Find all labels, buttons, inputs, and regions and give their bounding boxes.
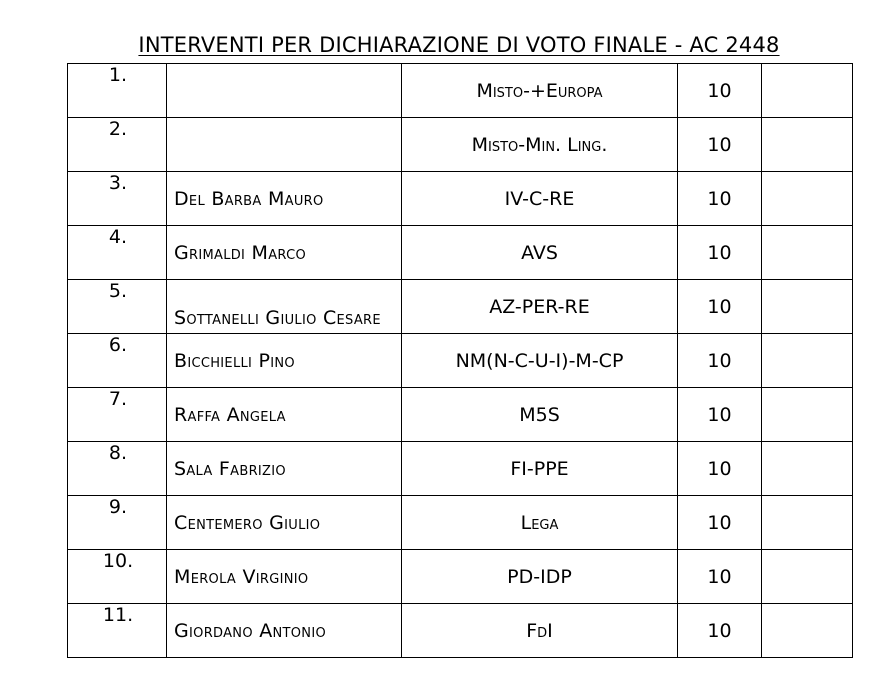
speaking-time: 10	[678, 64, 762, 118]
speaker-name: Sottanelli Giulio Cesare	[167, 280, 402, 334]
speaking-time: 10	[678, 550, 762, 604]
parliamentary-group: PD-IDP	[402, 550, 678, 604]
speaker-name: Raffa Angela	[167, 388, 402, 442]
row-number-cell	[68, 280, 167, 334]
document-title: INTERVENTI PER DICHIARAZIONE DI VOTO FINALE - AC 2448	[138, 33, 780, 57]
parliamentary-group: Misto-Min. Ling.	[402, 118, 678, 172]
row-number-cell	[68, 118, 167, 172]
parliamentary-group: AVS	[402, 226, 678, 280]
row-number-cell	[68, 604, 167, 658]
row-number-cell	[68, 226, 167, 280]
parliamentary-group: NM(N-C-U-I)-M-CP	[402, 334, 678, 388]
parliamentary-group: FdI	[402, 604, 678, 658]
speaking-time: 10	[678, 496, 762, 550]
row-number: 2.	[108, 118, 128, 140]
empty-cell	[762, 550, 853, 604]
speaker-name: Bicchielli Pino	[167, 334, 402, 388]
speaking-time: 10	[678, 172, 762, 226]
row-number: 3.	[108, 172, 128, 194]
empty-cell	[762, 172, 853, 226]
speaker-name: Merola Virginio	[167, 550, 402, 604]
row-number: 1.	[108, 64, 128, 86]
row-number-cell	[68, 550, 167, 604]
speaker-name: Sala Fabrizio	[167, 442, 402, 496]
row-number: 9.	[108, 496, 128, 518]
row-number-cell	[68, 334, 167, 388]
table-row	[68, 226, 853, 280]
parliamentary-group: FI-PPE	[402, 442, 678, 496]
parliamentary-group: Lega	[402, 496, 678, 550]
empty-cell	[762, 226, 853, 280]
row-number: 4.	[108, 226, 128, 248]
row-number-cell	[68, 172, 167, 226]
speakers-table	[67, 63, 853, 658]
speaker-name: Centemero Giulio	[167, 496, 402, 550]
row-number-cell	[68, 442, 167, 496]
empty-cell	[762, 334, 853, 388]
parliamentary-group: M5S	[402, 388, 678, 442]
empty-cell	[762, 280, 853, 334]
table-row	[68, 388, 853, 442]
row-number: 6.	[108, 334, 128, 356]
table-row	[68, 334, 853, 388]
speaking-time: 10	[678, 442, 762, 496]
row-number: 11.	[102, 604, 134, 626]
table-row	[68, 64, 853, 118]
speaking-time: 10	[678, 118, 762, 172]
table-row	[68, 604, 853, 658]
empty-cell	[762, 388, 853, 442]
speaking-time: 10	[678, 226, 762, 280]
table-row	[68, 496, 853, 550]
table-row	[68, 118, 853, 172]
speaking-time: 10	[678, 280, 762, 334]
row-number-cell	[68, 388, 167, 442]
speakers-table-body	[68, 64, 853, 658]
empty-cell	[762, 442, 853, 496]
speaking-time: 10	[678, 334, 762, 388]
parliamentary-group: IV-C-RE	[402, 172, 678, 226]
row-number: 8.	[108, 442, 128, 464]
speaker-name	[167, 64, 402, 118]
speaking-time: 10	[678, 604, 762, 658]
speaker-name	[167, 118, 402, 172]
row-number-cell	[68, 64, 167, 118]
empty-cell	[762, 604, 853, 658]
empty-cell	[762, 496, 853, 550]
speaker-name: Giordano Antonio	[167, 604, 402, 658]
row-number: 7.	[108, 388, 128, 410]
parliamentary-group: Misto-+Europa	[402, 64, 678, 118]
table-row	[68, 442, 853, 496]
speaker-name: Del Barba Mauro	[167, 172, 402, 226]
empty-cell	[762, 64, 853, 118]
table-row	[68, 280, 853, 334]
row-number: 5.	[108, 280, 128, 302]
table-row	[68, 550, 853, 604]
parliamentary-group: AZ-PER-RE	[402, 280, 678, 334]
speaking-time: 10	[678, 388, 762, 442]
table-row	[68, 172, 853, 226]
row-number-cell	[68, 496, 167, 550]
empty-cell	[762, 118, 853, 172]
row-number: 10.	[102, 550, 134, 572]
speaker-name: Grimaldi Marco	[167, 226, 402, 280]
